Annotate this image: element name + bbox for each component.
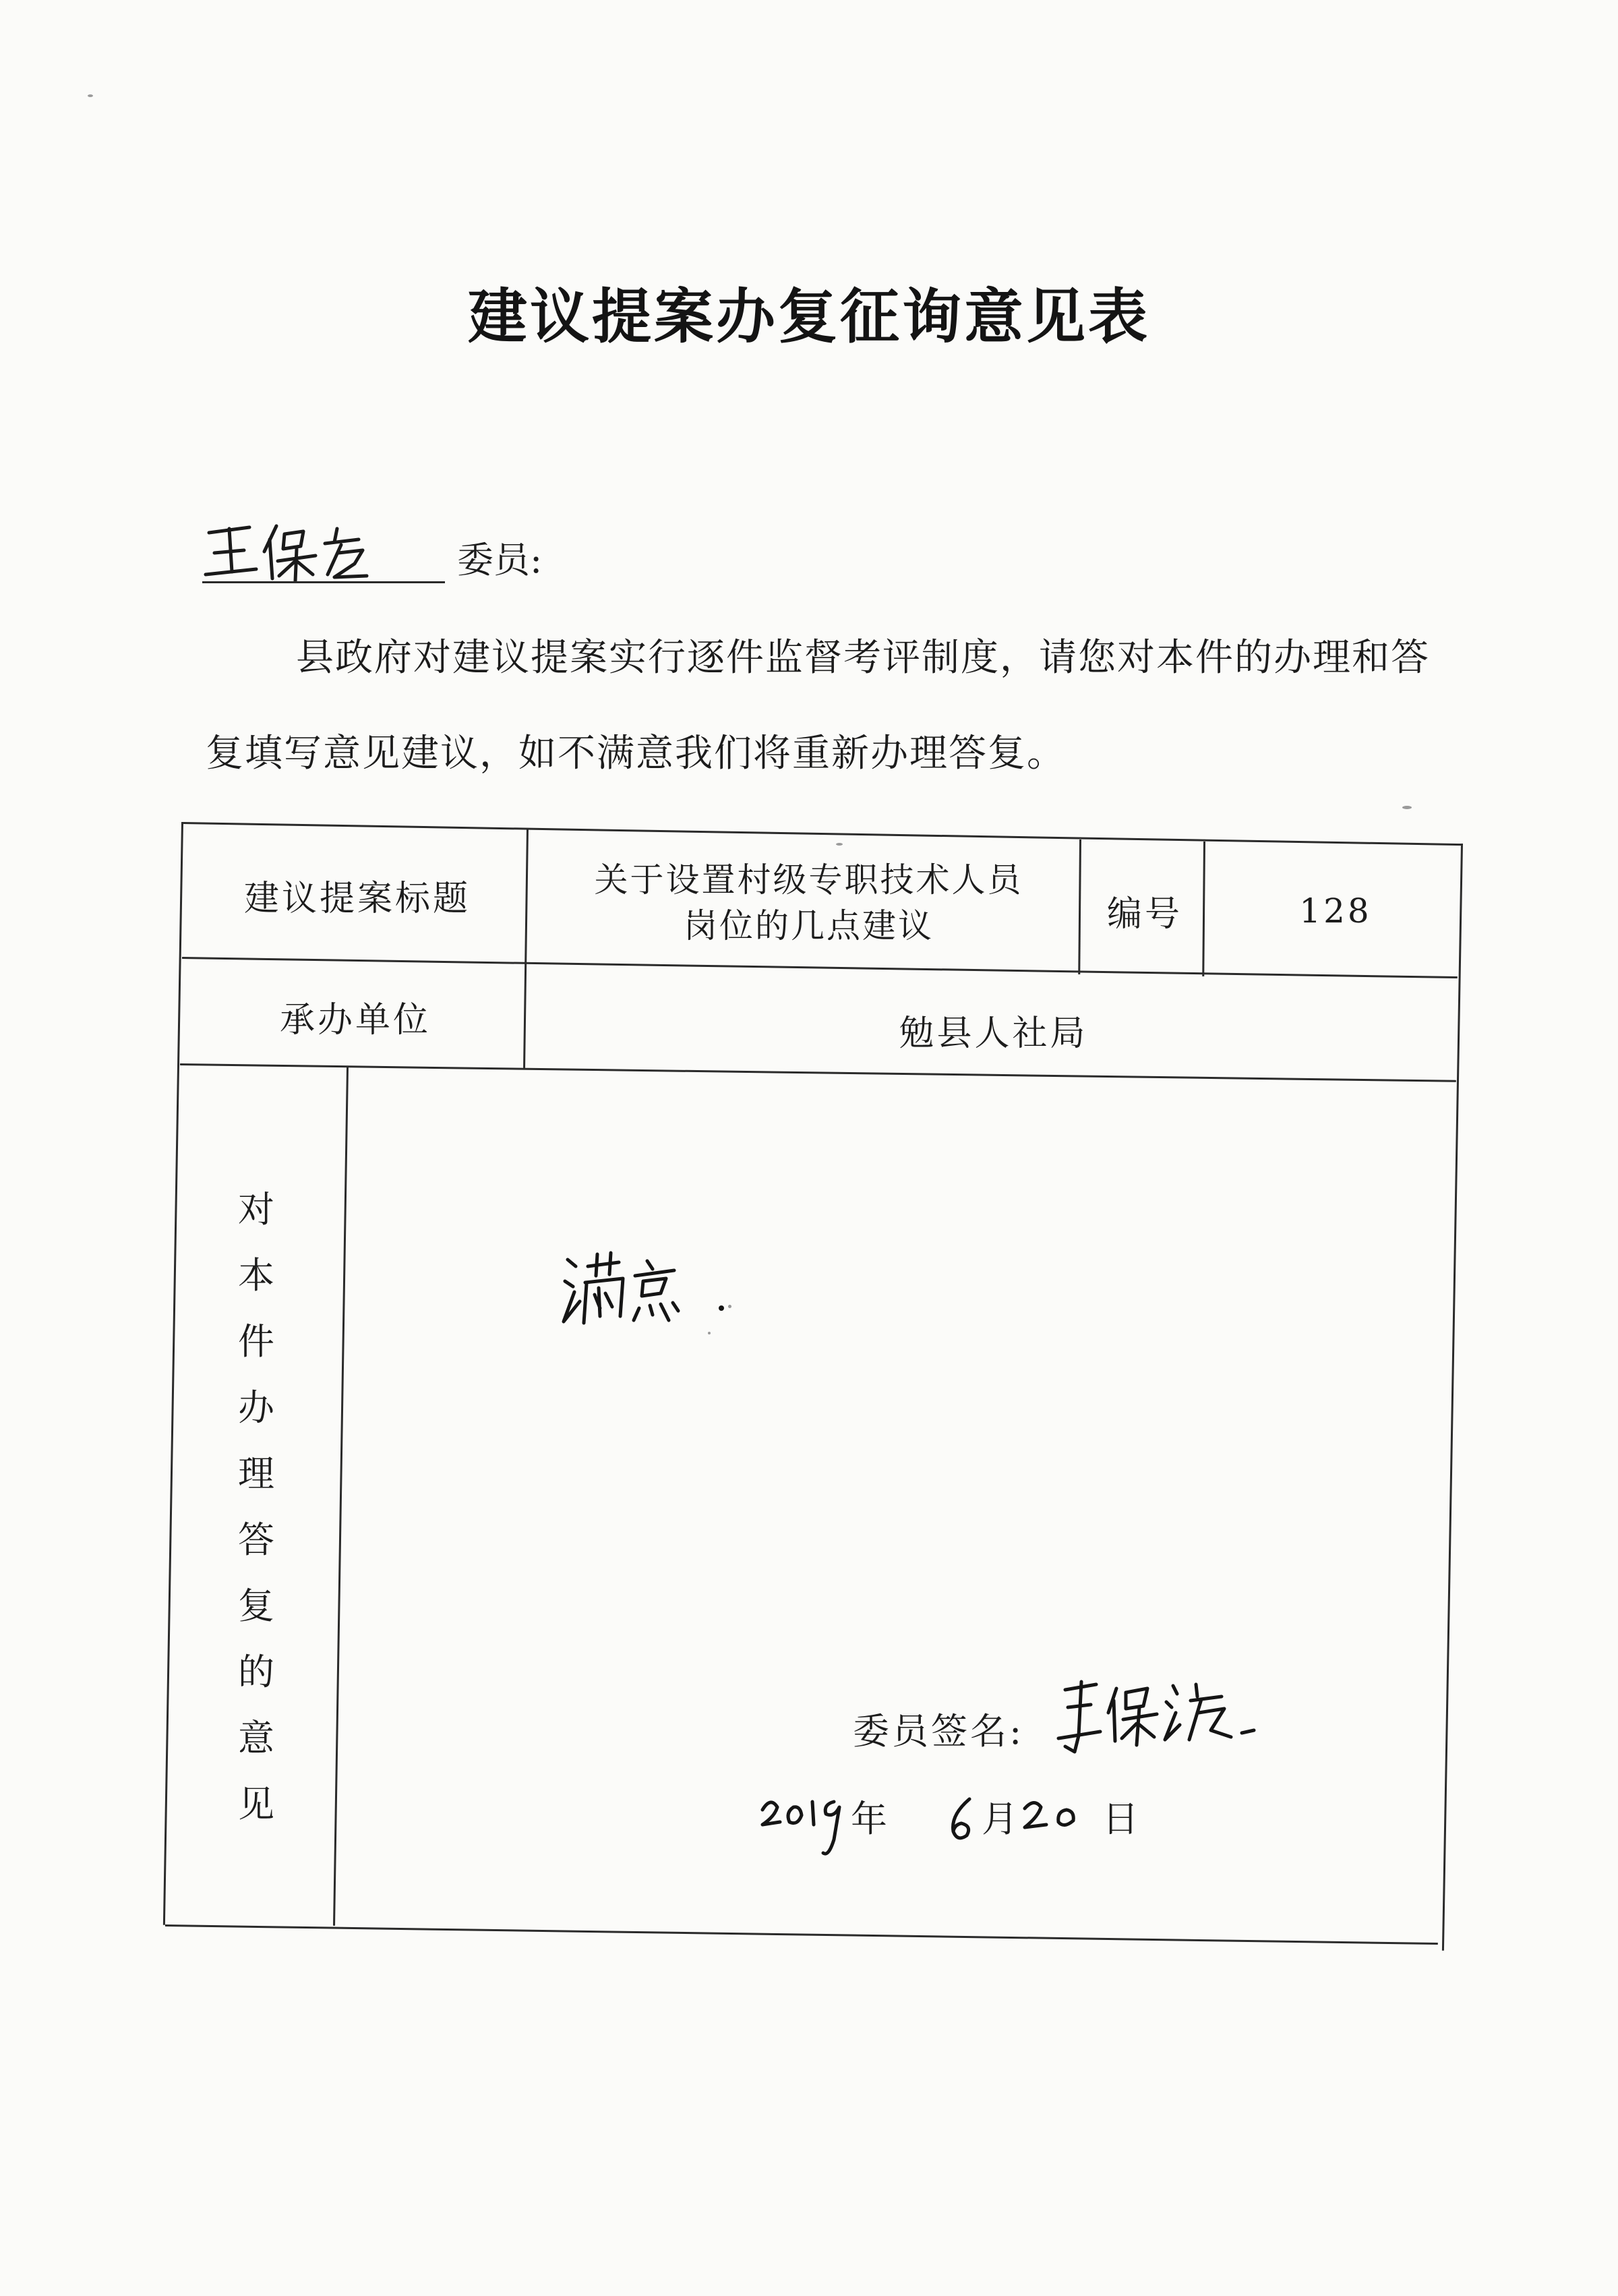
table-col-line-opinion	[333, 1067, 349, 1926]
handwritten-signature	[1052, 1666, 1274, 1767]
table-border-left	[163, 822, 183, 1925]
form-title: 建议提案办复征询意见表	[467, 282, 1150, 351]
month-unit: 月	[982, 1798, 1018, 1840]
scan-speck	[836, 843, 843, 846]
handwritten-opinion	[560, 1241, 735, 1342]
number-label: 编号	[1106, 894, 1182, 935]
proposal-title-line-2: 岗位的几点建议	[684, 906, 934, 945]
proposal-title-label: 建议提案标题	[243, 879, 471, 919]
table-row-line-1	[182, 957, 1458, 978]
day-unit: 日	[1102, 1798, 1139, 1840]
handwritten-month	[944, 1794, 984, 1854]
handwritten-year	[758, 1787, 853, 1861]
proposal-title-line-1: 关于设置村级专职技术人员	[594, 860, 1023, 900]
table-border-bottom	[165, 1924, 1438, 1945]
intro-paragraph: 县政府对建议提案实行逐件监督考评制度，请您对本件的办理和答复填写意见建议，如不满意我们将重新办理答复。	[206, 636, 1430, 775]
scan-speck	[88, 94, 93, 97]
scan-speck	[1402, 806, 1412, 809]
table-row-line-2	[180, 1063, 1456, 1082]
handling-unit-label: 承办单位	[279, 1000, 431, 1040]
handwritten-member-name	[202, 519, 445, 587]
salutation	[202, 519, 607, 587]
handling-unit-value: 勉县人社局	[899, 1013, 1088, 1054]
number-value: 128	[1299, 891, 1372, 931]
salutation-label: 委员:	[457, 539, 543, 581]
table-border-top	[183, 822, 1463, 846]
handwritten-day	[1019, 1794, 1093, 1848]
signature-label: 委员签名:	[853, 1710, 1025, 1753]
handwritten-period	[719, 1305, 724, 1311]
year-unit: 年	[851, 1798, 887, 1840]
name-underline	[202, 581, 445, 583]
opinion-label: 对本件办理答复的意见	[238, 1188, 274, 1825]
